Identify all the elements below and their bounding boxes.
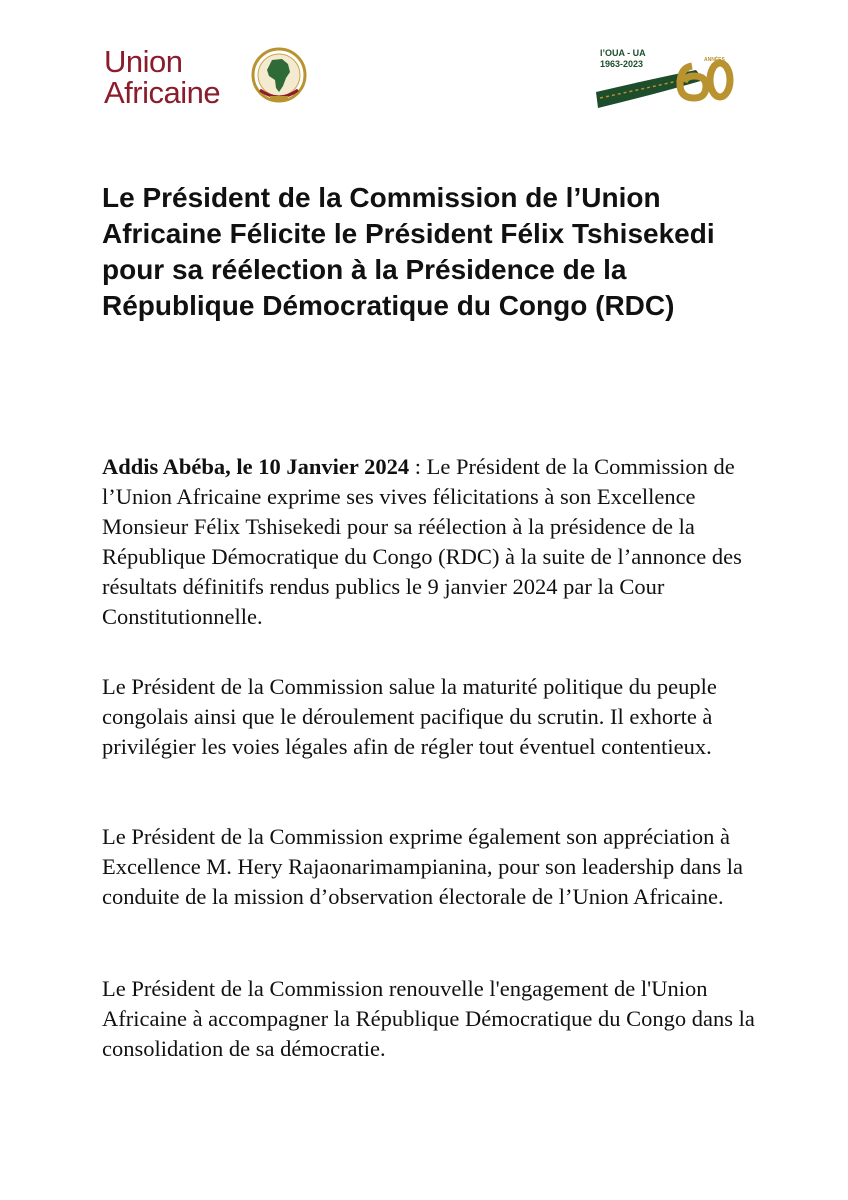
paragraph-4: Le Président de la Commission renouvelle l'engagement de l'Union Africaine à accompagner la République Démocratique du Congo dans la consolidation de sa démocratie. bbox=[102, 976, 755, 1061]
header bbox=[0, 0, 848, 130]
paragraph-1-text: : Le Président de la Commission de l’Union Africaine exprime ses vives félicitations à son Excellence Monsieur Félix Tshisekedi pour sa réélection à la présidence de la République Démocratique du Congo (RDC) à la suite de l’annonce des résultats définitifs rendus publics le 9 janvier 2024 par la Cour Constitutionnelle. bbox=[102, 454, 742, 629]
au-emblem-icon bbox=[250, 46, 308, 108]
anniversary-years-label: ANNÉES bbox=[704, 57, 725, 63]
au-logo-line2: Africaine bbox=[104, 75, 221, 110]
anniversary-label-line1: l’OUA - UA bbox=[600, 48, 646, 58]
paragraph-2: Le Président de la Commission salue la maturité politique du peuple congolais ainsi que le déroulement pacifique du scrutin. Il exhorte à privilégier les voies légales afin de régler tout éventuel contentieux. bbox=[102, 674, 717, 759]
dateline: Addis Abéba, le 10 Janvier 2024 bbox=[102, 454, 410, 479]
document-title: Le Président de la Commission de l’Union Africaine Félicite le Président Félix Tshisekedi pour sa réélection à la Présidence de la République Démocratique du Congo (RDC) bbox=[102, 182, 715, 321]
anniversary-label bbox=[600, 48, 646, 70]
oau-au-60-years-logo bbox=[596, 40, 742, 118]
african-union-logo bbox=[104, 46, 304, 116]
paragraph-1 bbox=[102, 452, 762, 632]
paragraph-3: Le Président de la Commission exprime également son appréciation à Excellence M. Hery Rajaonarimampianina, pour son leadership dans la conduite de la mission d’observation électorale de l’Union Africaine. bbox=[102, 824, 744, 909]
au-logo-line1: Union bbox=[104, 44, 183, 79]
anniversary-label-line2: 1963-2023 bbox=[600, 59, 644, 69]
au-logo-text bbox=[104, 46, 220, 108]
